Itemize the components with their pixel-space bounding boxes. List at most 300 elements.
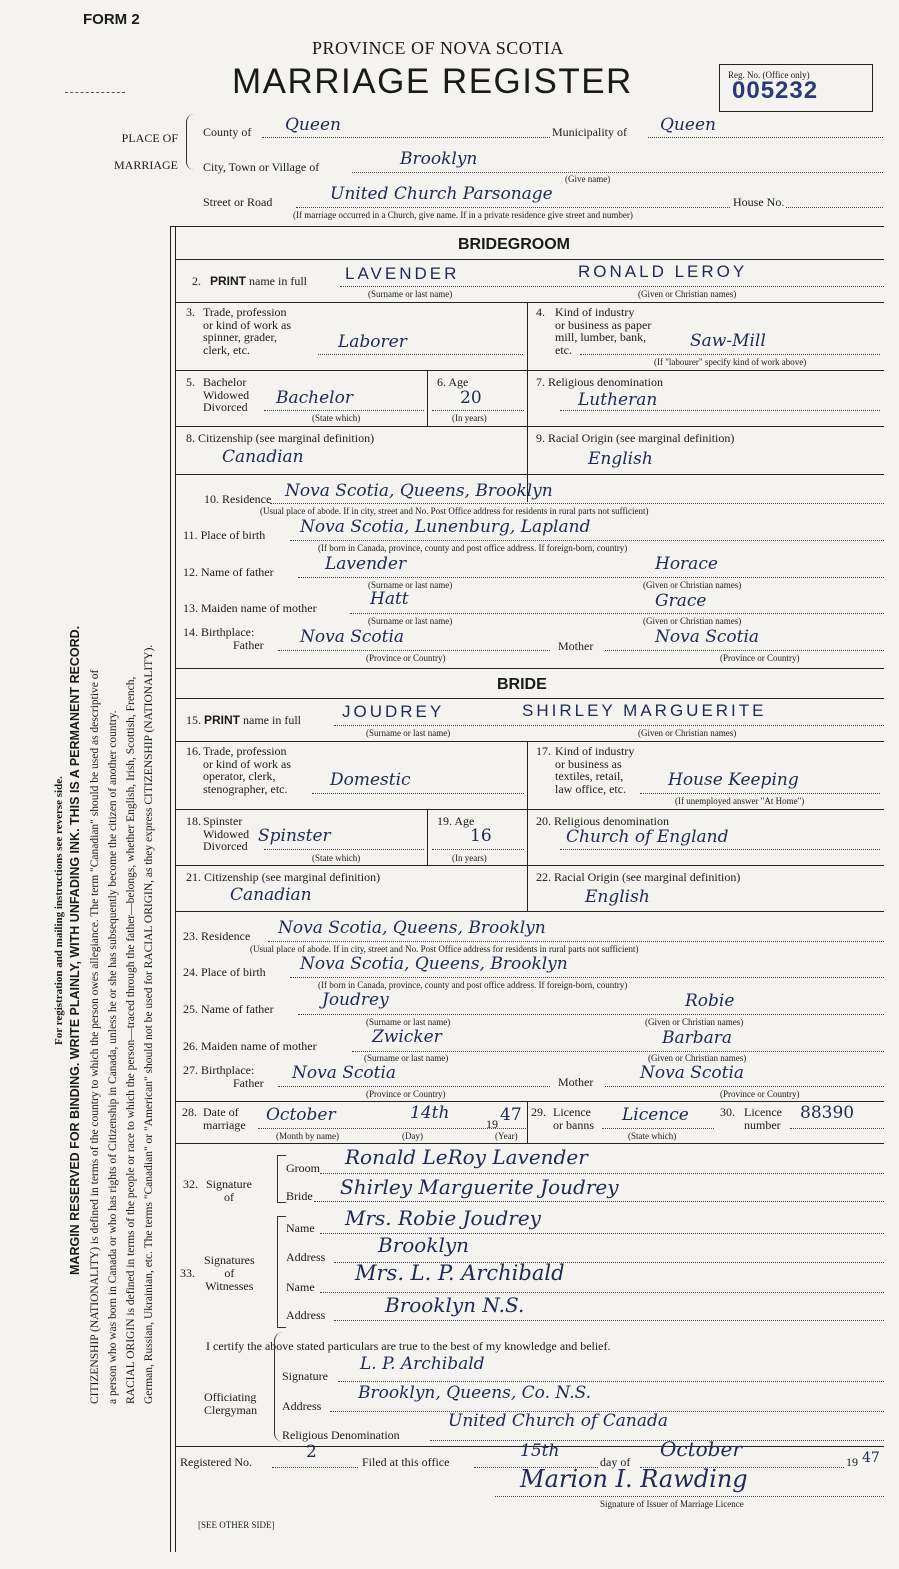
bride-racial: English — [585, 887, 650, 907]
m30-num: 30. — [720, 1105, 735, 1119]
place-heading-line2: MARRIAGE — [113, 158, 178, 172]
g6-label — [437, 376, 468, 388]
bride-religion: Church of England — [566, 827, 729, 847]
b27-mother-word: Mother — [558, 1075, 594, 1089]
street-note: (If marriage occurred in a Church, give name. If in a private residence give street and number) — [293, 210, 633, 220]
g12-surname-note: (Surname or last name) — [368, 580, 453, 590]
bride-status: Spinster — [258, 826, 331, 846]
witness2-address: Brooklyn N.S. — [385, 1293, 525, 1317]
g11-num: 11. — [183, 528, 198, 542]
g4-label — [555, 306, 651, 356]
margin-instructions — [52, 776, 67, 1045]
certify-text: I certify the above stated particulars are true to the best of my knowledge and belief. — [206, 1339, 611, 1353]
issuer-signature: Marion I. Rawding — [520, 1465, 748, 1493]
m30-l1: Licence — [744, 1105, 782, 1119]
groom-surname: LAVENDER — [345, 264, 460, 283]
g9-text: Racial Origin (see marginal definition) — [548, 431, 735, 445]
bride-mother-bp: Nova Scotia — [640, 1063, 745, 1083]
rule — [176, 865, 884, 866]
b26-surname-note: (Surname or last name) — [364, 1053, 449, 1063]
g9-num: 9. — [536, 431, 545, 445]
margin-line-1: For registration and mailing instructions see reverse side. — [53, 776, 65, 1045]
s33-num: 33. — [180, 1266, 195, 1280]
house-line — [786, 207, 883, 208]
g4-l3: mill, lumber, bank, — [555, 330, 647, 344]
clergy-l1: Officiating — [204, 1390, 257, 1404]
b24-text: Place of birth — [201, 965, 266, 979]
b17-note: (If unemployed answer "At Home") — [675, 796, 805, 806]
g2-line — [340, 286, 884, 287]
rule — [176, 911, 884, 912]
filed-day: 15th — [520, 1441, 560, 1461]
m28-l1: Date of — [203, 1105, 239, 1119]
b27-mother-line — [605, 1086, 884, 1087]
g8-num: 8. — [186, 431, 195, 445]
groom-mother-bp: Nova Scotia — [655, 627, 760, 647]
b21-num: 21. — [186, 870, 201, 884]
g5-label — [203, 376, 249, 414]
g10-line — [270, 503, 884, 504]
g5-l2: Widowed — [203, 387, 250, 402]
bride-given: SHIRLEY MARGUERITE — [522, 701, 767, 720]
w2-name-label: Name — [286, 1280, 315, 1294]
col-divider — [527, 1101, 528, 1143]
b19-num: 19. — [437, 814, 452, 828]
b21-label — [186, 871, 380, 883]
street-line — [296, 207, 730, 208]
clergy-signature: L. P. Archibald — [360, 1354, 485, 1374]
bride-surname: JOUDREY — [342, 702, 445, 721]
b16-label — [203, 745, 291, 795]
g14-num: 14. — [183, 625, 198, 639]
county-value: Queen — [285, 115, 341, 135]
g4-line — [580, 354, 880, 355]
clergy-bracket — [274, 1332, 283, 1442]
b25-surname-note: (Surname or last name) — [366, 1017, 451, 1027]
g14-mother-line — [605, 650, 884, 651]
street-value: United Church Parsonage — [330, 184, 553, 204]
b23-label — [183, 930, 250, 942]
b25-label — [183, 1003, 274, 1015]
g2-surname-note: (Surname or last name) — [368, 289, 453, 299]
g12-given-note: (Given or Christian names) — [643, 580, 742, 590]
g14-prov-note-1: (Province or Country) — [366, 653, 446, 663]
g9-label — [536, 432, 734, 444]
b20-label — [536, 815, 669, 827]
g3-l2: or kind of work as — [203, 317, 291, 332]
frame-left-outer — [170, 226, 171, 1552]
b22-num: 22. — [536, 870, 551, 884]
g5-note: (State which) — [312, 413, 361, 423]
frame-top — [170, 226, 884, 227]
b18-label — [203, 815, 249, 853]
g13-text: Maiden name of mother — [201, 601, 317, 615]
b19-age-label: Age — [454, 814, 475, 828]
dash-mark — [65, 92, 125, 93]
g4-l2: or business as paper — [555, 317, 652, 332]
street-label: Street or Road — [203, 195, 273, 209]
g5-l3: Divorced — [203, 400, 248, 414]
s32-bracket — [277, 1155, 286, 1203]
b23-text: Residence — [201, 929, 251, 943]
groom-father-bp: Nova Scotia — [300, 627, 405, 647]
m30-line — [790, 1128, 884, 1129]
groom-father-given: Horace — [655, 554, 718, 574]
s33-l2: of — [224, 1266, 235, 1280]
b16-l1: Trade, profession — [203, 744, 287, 758]
b16-num: 16. — [186, 744, 201, 758]
g13-num: 13. — [183, 601, 198, 615]
b26-num: 26. — [183, 1039, 198, 1053]
reg-number-box — [719, 64, 873, 112]
g3-l3: spinner, grader, — [203, 330, 278, 344]
g10-note: (Usual place of abode. If in city, street and No. Post Office address for residents in rural parts not sufficient) — [260, 506, 649, 516]
b20-line — [560, 849, 880, 850]
frame-left-inner — [175, 226, 176, 1552]
age-divider — [427, 809, 428, 865]
g14-label — [183, 626, 264, 652]
b19-label — [437, 815, 474, 827]
g8-label — [186, 432, 374, 444]
b17-line — [640, 793, 880, 794]
g8-text: Citizenship (see marginal definition) — [198, 431, 375, 445]
county-label: County of — [203, 125, 252, 139]
b23-note: (Usual place of abode. If in city, street and No. Post Office address for residents in rural parts not sufficient) — [250, 944, 639, 954]
issuer-label: Signature of Issuer of Marriage Licence — [600, 1499, 744, 1509]
rule — [176, 698, 884, 699]
b23-num: 23. — [183, 929, 198, 943]
age-divider — [427, 370, 428, 426]
name-in-full: name in full — [243, 713, 301, 727]
groom-signature: Ronald LeRoy Lavender — [345, 1145, 588, 1169]
g4-l4: etc. — [555, 342, 572, 357]
g12-label — [183, 566, 274, 578]
witness2-name: Mrs. L. P. Archibald — [355, 1261, 565, 1285]
bride-trade: Domestic — [330, 770, 411, 790]
g7-label — [536, 376, 663, 388]
b20-text: Religious denomination — [554, 814, 669, 828]
g7-text: Religious denomination — [548, 375, 663, 389]
g6-age-label: Age — [448, 375, 469, 389]
bride-mother-surname: Zwicker — [372, 1027, 442, 1047]
b26-text: Maiden name of mother — [201, 1039, 317, 1053]
g4-num: 4. — [536, 305, 545, 319]
day-of-label: day of — [600, 1455, 631, 1469]
groom-given: RONALD LEROY — [578, 262, 748, 281]
b23-line — [268, 941, 884, 942]
b19-note: (In years) — [452, 853, 487, 863]
clergy-signature-line — [338, 1381, 884, 1382]
g3-num: 3. — [186, 305, 195, 319]
m28-label — [203, 1106, 246, 1131]
margin-definitions — [88, 645, 157, 1404]
g6-note: (In years) — [452, 413, 487, 423]
marriage-year: 47 — [500, 1105, 522, 1125]
margin-line-6: German, Russian, Ukrainian, etc. The terms "Canadian" or "American" should not be used for RACIAL ORIGIN, as they express CITIZENSHIP (NATIONALITY). — [143, 644, 155, 1404]
rule — [176, 809, 884, 810]
m28-year-note: (Year) — [495, 1131, 518, 1141]
m28-month-note: (Month by name) — [276, 1131, 339, 1141]
reg-number-label: Reg. No. (Office only) — [728, 70, 810, 80]
g2-print — [210, 275, 307, 287]
b15-surname-note: (Surname or last name) — [366, 728, 451, 738]
margin-binding — [68, 626, 83, 1275]
b18-l1: Spinster — [203, 814, 243, 828]
b27-label — [183, 1064, 264, 1090]
w1-address-label: Address — [286, 1250, 326, 1264]
marriage-licence-no: 88390 — [800, 1103, 855, 1123]
s33-l1: Signatures — [204, 1253, 255, 1267]
groom-racial: English — [588, 449, 653, 469]
b16-l2: or kind of work as — [203, 756, 291, 771]
g13-line — [350, 613, 884, 614]
m28-day-note: (Day) — [402, 1131, 423, 1141]
house-label: House No. — [733, 195, 785, 209]
b15-num: 15. — [186, 713, 201, 727]
w2-address-label: Address — [286, 1308, 326, 1322]
bride-age: 16 — [470, 826, 492, 846]
rule — [176, 1101, 884, 1102]
rule — [176, 370, 884, 371]
m29-num: 29. — [531, 1105, 546, 1119]
b22-label — [536, 871, 740, 883]
bride-father-surname: Joudrey — [322, 990, 389, 1010]
bride-father-given: Robie — [685, 991, 735, 1011]
groom-age: 20 — [460, 388, 482, 408]
registered-no: 2 — [306, 1442, 317, 1462]
g5-l1: Bachelor — [203, 375, 247, 389]
groom-mother-given: Grace — [655, 591, 707, 611]
bride-sig-line — [314, 1201, 884, 1202]
b17-l3: textiles, retail, — [555, 769, 624, 783]
city-value: Brooklyn — [400, 149, 478, 169]
g12-text: Name of father — [201, 565, 274, 579]
place-brace — [186, 114, 197, 170]
b18-l2: Widowed — [203, 826, 250, 841]
groom-sig-line — [320, 1173, 884, 1174]
clergy-l2: Clergyman — [204, 1402, 258, 1417]
filed-year: 47 — [862, 1450, 880, 1466]
b16-l4: stenographer, etc. — [203, 781, 288, 796]
witness1-name: Mrs. Robie Joudrey — [345, 1206, 541, 1230]
city-label: City, Town or Village of — [203, 160, 320, 174]
b17-label — [555, 745, 634, 795]
b25-text: Name of father — [201, 1002, 274, 1016]
b18-note: (State which) — [312, 853, 361, 863]
province-heading: PROVINCE OF NOVA SCOTIA — [312, 38, 564, 58]
filed-year-prefix: 19 — [846, 1455, 858, 1469]
g14-mother-word: Mother — [558, 639, 594, 653]
groom-trade: Laborer — [338, 332, 407, 352]
b24-label — [183, 966, 266, 978]
b26-line — [352, 1051, 884, 1052]
marriage-year-prefix: 19 — [486, 1117, 498, 1131]
clergy-denom-label: Religious Denomination — [282, 1428, 400, 1442]
groom-citizenship: Canadian — [222, 447, 304, 467]
g5-num: 5. — [186, 375, 195, 389]
m29-label — [553, 1106, 594, 1131]
place-heading-line1: PLACE OF — [121, 131, 178, 145]
marriage-month: October — [266, 1105, 336, 1125]
groom-status: Bachelor — [276, 388, 353, 408]
city-note: (Give name) — [565, 174, 611, 184]
city-line — [352, 172, 883, 173]
b24-num: 24. — [183, 965, 198, 979]
form-number: FORM 2 — [83, 11, 140, 28]
g13-label — [183, 602, 317, 614]
g11-note: (If born in Canada, province, county and post office address. If foreign-born, country) — [318, 543, 628, 553]
b26-label — [183, 1040, 317, 1052]
g4-note: (If "labourer" specify kind of work above) — [654, 357, 807, 367]
margin-line-2: MARGIN RESERVED FOR BINDING. WRITE PLAINLY, WITH UNFADING INK. THIS IS A PERMANENT RECORD. — [68, 625, 82, 1275]
col-divider — [527, 741, 528, 911]
rule — [176, 474, 884, 475]
g2-given-note: (Given or Christian names) — [638, 289, 737, 299]
b24-line — [290, 977, 884, 978]
municipality-value: Queen — [660, 115, 716, 135]
margin-line-5: RACIAL ORIGIN is defined in terms of the people or race to which the person—traced through the father—belongs, whether English, Irish, Scottish, French, — [125, 676, 137, 1404]
witness1-address: Brooklyn — [378, 1233, 470, 1257]
page-title: MARRIAGE REGISTER — [232, 62, 633, 101]
bride-pob: Nova Scotia, Queens, Brooklyn — [300, 954, 568, 974]
groom-residence: Nova Scotia, Queens, Brooklyn — [285, 481, 553, 501]
g11-text: Place of birth — [200, 528, 266, 542]
rule — [176, 668, 884, 669]
s33-bracket — [277, 1216, 286, 1328]
s32-l2: of — [224, 1190, 234, 1204]
b15-given-note: (Given or Christian names) — [638, 728, 737, 738]
groom-industry: Saw-Mill — [690, 331, 766, 351]
g4-l1: Kind of industry — [555, 305, 635, 319]
see-other-side: [SEE OTHER SIDE] — [198, 1520, 275, 1530]
b25-line — [298, 1014, 884, 1015]
col-divider — [527, 302, 528, 502]
g2-num: 2. — [192, 274, 201, 288]
b22-text: Racial Origin (see marginal definition) — [554, 870, 741, 884]
g14-text: Birthplace: — [201, 625, 255, 639]
g12-line — [298, 577, 884, 578]
m30-l2: number — [744, 1117, 781, 1132]
g6-line — [432, 410, 524, 411]
b20-num: 20. — [536, 814, 551, 828]
m29-l1: Licence — [553, 1105, 591, 1119]
g14-father-word: Father — [233, 638, 264, 652]
g3-l1: Trade, profession — [203, 305, 287, 319]
b16-line — [312, 793, 524, 794]
clergy-signature-label: Signature — [282, 1369, 328, 1383]
g14-father-line — [278, 650, 550, 651]
rule — [176, 259, 884, 260]
b27-father-word: Father — [233, 1076, 264, 1090]
g7-line — [560, 410, 880, 411]
print-word: PRINT — [204, 713, 240, 727]
b17-num: 17. — [536, 744, 551, 758]
s32-num: 32. — [183, 1177, 198, 1191]
w1-name-label: Name — [286, 1221, 315, 1235]
g10-text: Residence — [222, 492, 272, 506]
margin-line-4: a person who was born in Canada or who has rights of Citizenship in Canada, unless he or she has subsequently become the citizen of another country. — [107, 710, 119, 1404]
rule — [176, 426, 884, 427]
b27-num: 27. — [183, 1063, 198, 1077]
rule — [176, 741, 884, 742]
m29-l2: or banns — [553, 1117, 594, 1132]
g3-line — [318, 354, 523, 355]
g10-num: 10. — [204, 492, 219, 506]
s33-label — [204, 1254, 255, 1293]
s32-l1: Signature — [206, 1177, 252, 1191]
clergy-address-label: Address — [282, 1399, 322, 1413]
m28-num: 28. — [182, 1105, 197, 1119]
g10-label — [204, 493, 271, 505]
g6-num: 6. — [437, 375, 446, 389]
m30-label — [744, 1106, 782, 1131]
groom-religion: Lutheran — [578, 390, 658, 410]
g13-given-note: (Given or Christian names) — [643, 616, 742, 626]
bride-heading: BRIDE — [497, 676, 547, 693]
b27-father-line — [278, 1086, 550, 1087]
bride-residence: Nova Scotia, Queens, Brooklyn — [278, 918, 546, 938]
b24-note: (If born in Canada, province, county and post office address. If foreign-born, country) — [318, 980, 628, 990]
b15-print — [204, 714, 301, 726]
groom-pob: Nova Scotia, Lunenburg, Lapland — [300, 517, 591, 537]
b17-l1: Kind of industry — [555, 744, 635, 758]
s32-label — [206, 1178, 252, 1204]
bride-industry: House Keeping — [668, 770, 799, 790]
b17-l4: law office, etc. — [555, 781, 627, 796]
g12-num: 12. — [183, 565, 198, 579]
g14-prov-note-2: (Province or Country) — [720, 653, 800, 663]
clergy-address: Brooklyn, Queens, Co. N.S. — [358, 1383, 592, 1403]
bride-mother-given: Barbara — [662, 1028, 733, 1048]
municipality-line — [648, 137, 883, 138]
b27-prov-note-2: (Province or Country) — [720, 1089, 800, 1099]
g3-label — [203, 306, 291, 356]
m29-line — [602, 1128, 714, 1129]
g7-num: 7. — [536, 375, 545, 389]
b21-text: Citizenship (see marginal definition) — [204, 870, 381, 884]
b16-l3: operator, clerk, — [203, 769, 276, 783]
b18-num: 18. — [186, 814, 201, 828]
b25-given-note: (Given or Christian names) — [645, 1017, 744, 1027]
g11-label — [183, 529, 265, 541]
b18-line — [264, 849, 424, 850]
groom-sig-label: Groom — [286, 1161, 320, 1175]
margin-line-3: CITIZENSHIP (NATIONALITY) is defined in terms of the country to which the person owes allegiance. The term "Canadian" should be used as descriptive of — [89, 669, 101, 1404]
issuer-line — [495, 1496, 884, 1497]
b15-line — [334, 725, 884, 726]
rule — [176, 1143, 884, 1144]
m28-l2: marriage — [203, 1117, 246, 1132]
groom-mother-surname: Hatt — [370, 589, 409, 609]
g13-surname-note: (Surname or last name) — [368, 616, 453, 626]
b26-given-note: (Given or Christian names) — [648, 1053, 747, 1063]
b17-l2: or business as — [555, 756, 622, 771]
bride-citizenship: Canadian — [230, 885, 312, 905]
g5-line — [264, 410, 424, 411]
place-heading — [98, 125, 178, 179]
bride-father-bp: Nova Scotia — [292, 1063, 397, 1083]
bridegroom-heading: BRIDEGROOM — [458, 236, 570, 253]
w2-address-line — [334, 1320, 884, 1321]
name-in-full: name in full — [249, 274, 307, 288]
clergy-denom-line — [430, 1440, 884, 1441]
registered-label: Registered No. — [180, 1455, 252, 1469]
b19-line — [432, 849, 524, 850]
print-word: PRINT — [210, 274, 246, 288]
filed-month: October — [660, 1437, 742, 1461]
groom-father-surname: Lavender — [325, 554, 407, 574]
s33-l3: Witnesses — [205, 1279, 254, 1293]
